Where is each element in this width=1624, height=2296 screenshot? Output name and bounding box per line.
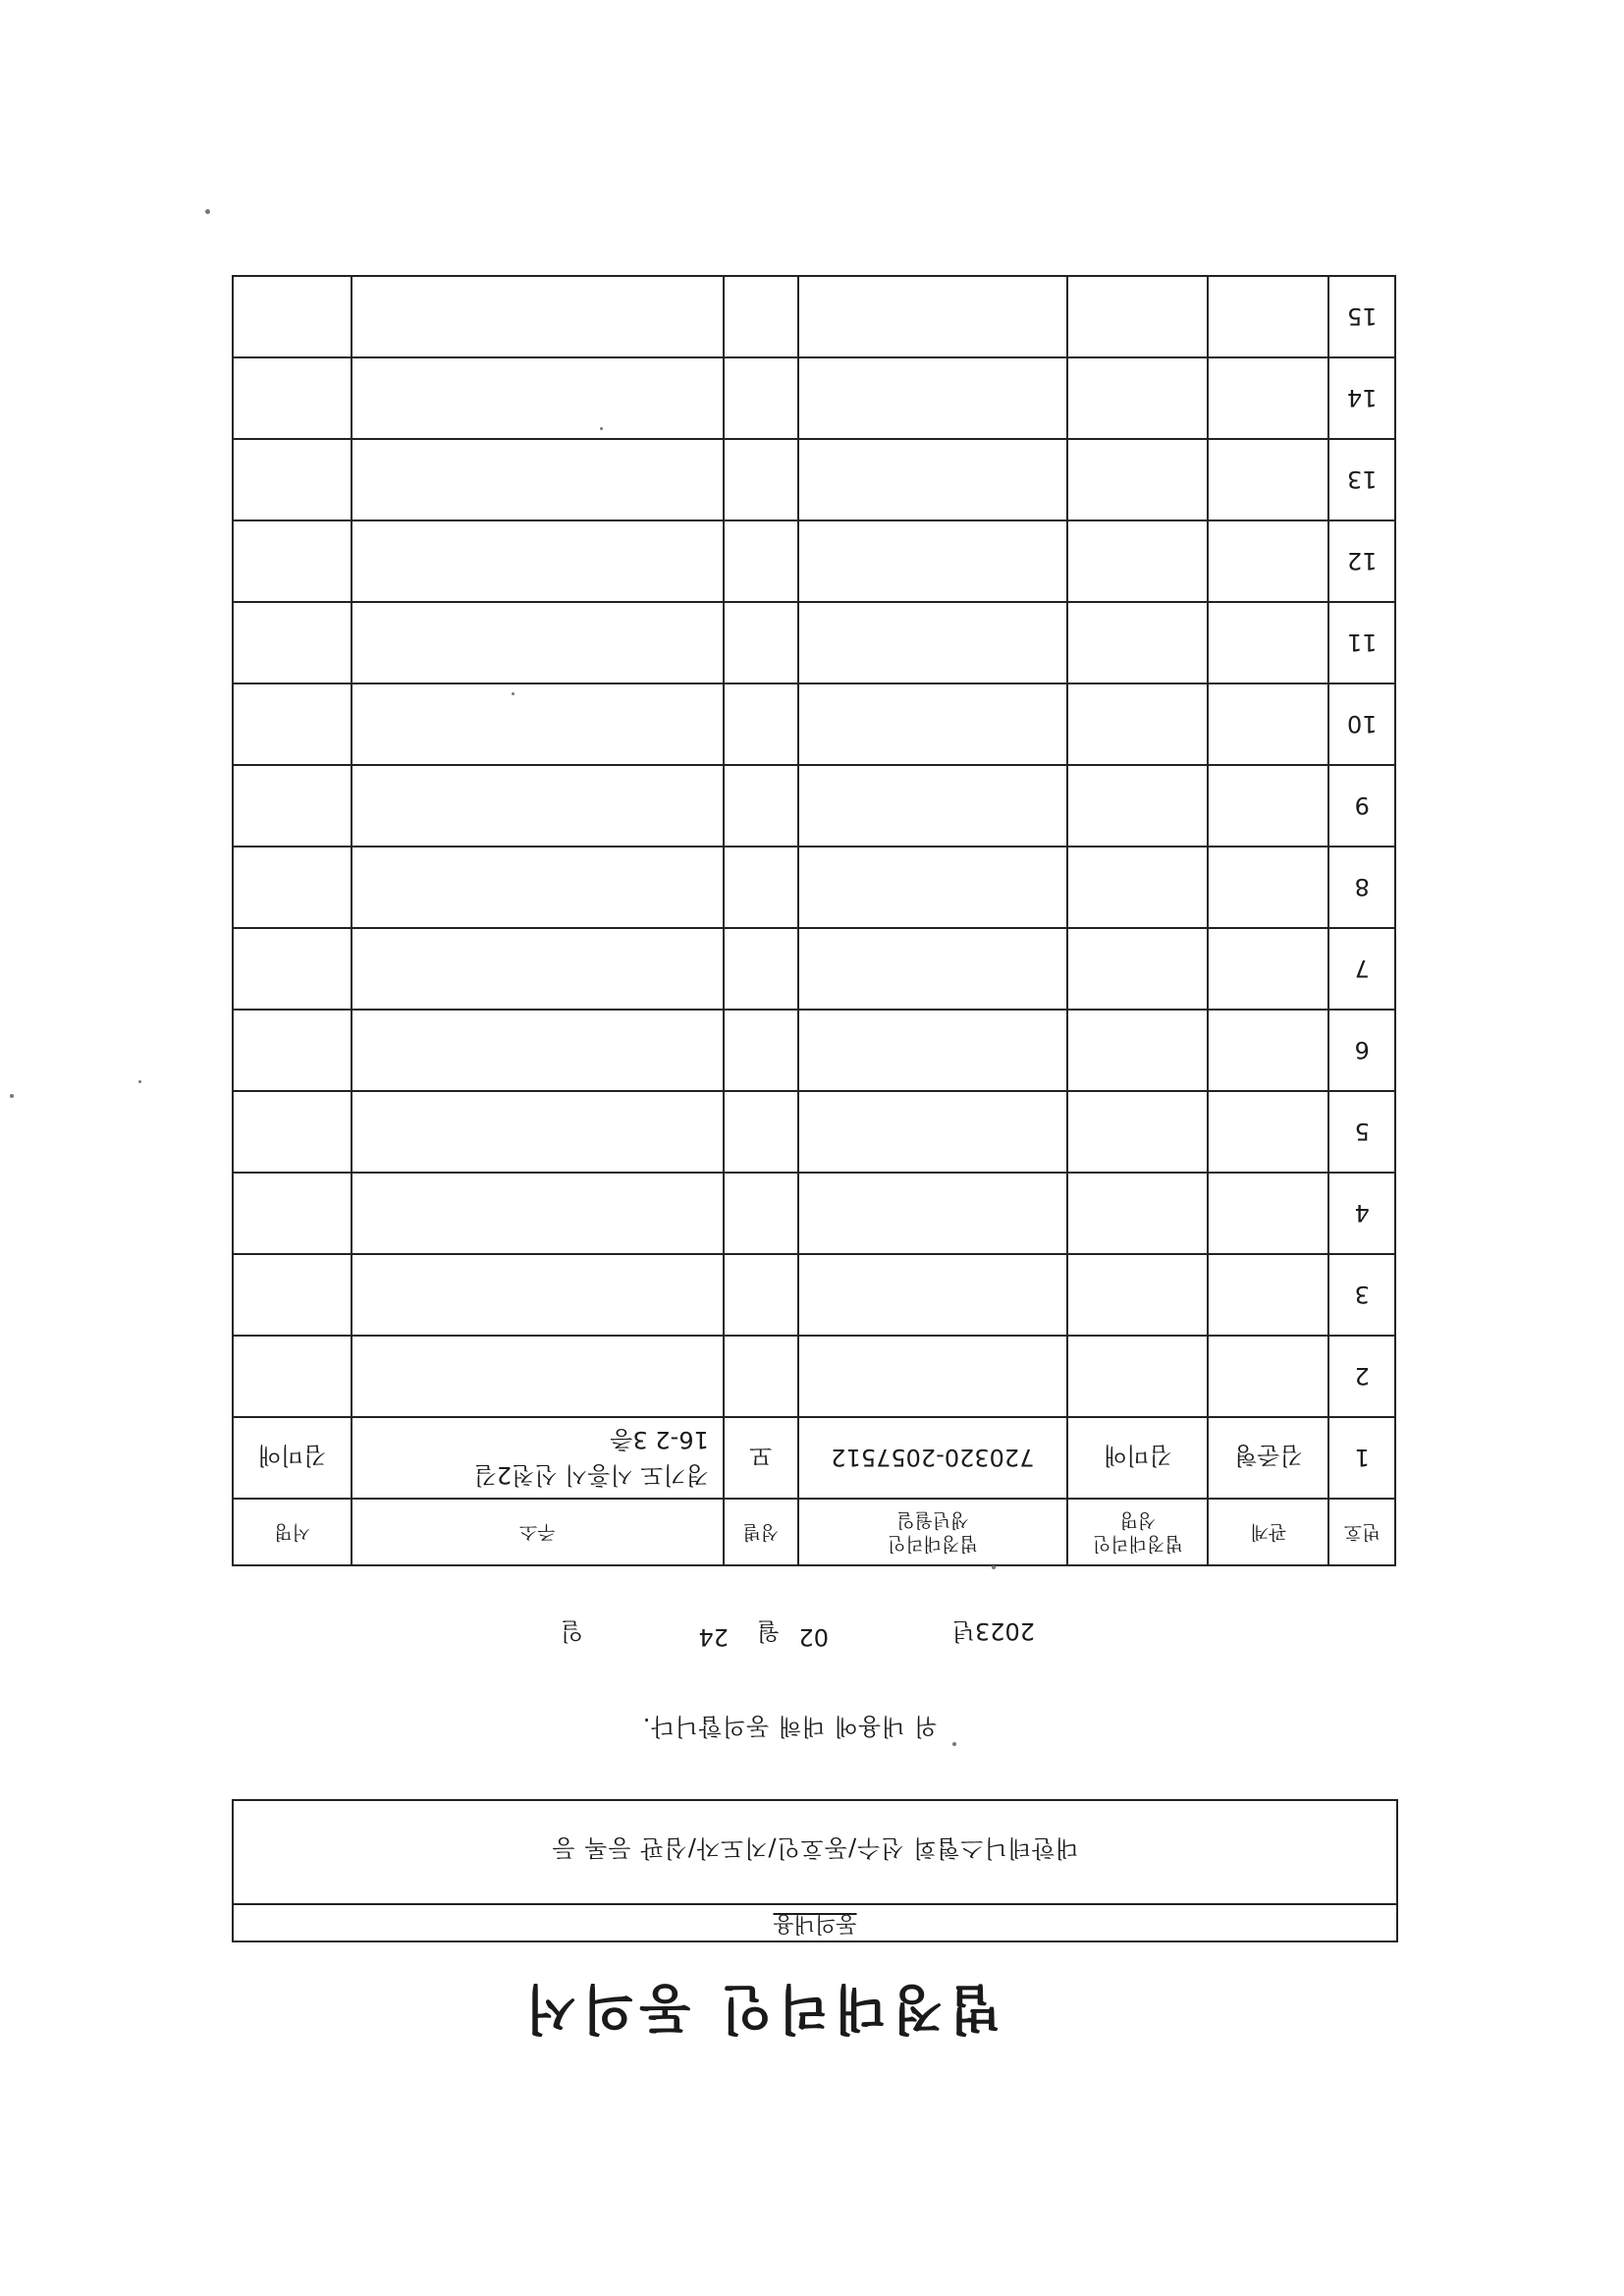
cell-name: [1067, 439, 1208, 520]
header-guardian-rrn: [798, 1499, 1067, 1565]
cell-role: [1209, 683, 1329, 765]
cell-rrn: [798, 683, 1067, 765]
cell-rrn: [798, 602, 1067, 683]
header-signature: 서명: [233, 1499, 352, 1565]
table-row: [233, 357, 1395, 439]
cell-no: 15: [1328, 276, 1395, 357]
cell-address: [352, 928, 724, 1010]
header-no: 번호: [1328, 1499, 1395, 1565]
cell-rrn: [798, 439, 1067, 520]
date-day-value: 24: [698, 1623, 729, 1651]
date-month-unit: 월: [756, 1617, 780, 1645]
header-guardian-name-top: 법정대리인: [1092, 1533, 1183, 1555]
table-row: [233, 683, 1395, 765]
cell-address: [352, 1010, 724, 1091]
cell-no: 14: [1328, 357, 1395, 439]
cell-no: 11: [1328, 602, 1395, 683]
cell-address: [352, 1336, 724, 1417]
cell-name: [1067, 1173, 1208, 1254]
cell-name: [1067, 1010, 1208, 1091]
cell-role: [1209, 1010, 1329, 1091]
cell-sex: [724, 1254, 798, 1336]
cell-name: [1067, 1254, 1208, 1336]
cell-sex: [724, 602, 798, 683]
consent-statement: 위 내용에 대해 동의합니다.: [641, 1713, 938, 1740]
cell-address: [352, 847, 724, 928]
cell-sex: 모: [724, 1417, 798, 1499]
cell-name: [1067, 928, 1208, 1010]
cell-role: [1209, 1091, 1329, 1173]
cell-address: [352, 276, 724, 357]
cell-sex: [724, 683, 798, 765]
address-line2: 16-2 3층: [610, 1426, 709, 1454]
cell-role: [1209, 847, 1329, 928]
address-line1: 경기도 시흥시 신천2길: [473, 1461, 709, 1490]
cell-rrn: [798, 1254, 1067, 1336]
cell-sex: [724, 520, 798, 602]
cell-address: [352, 439, 724, 520]
cell-role: 김준형: [1209, 1417, 1329, 1499]
cell-signature: [233, 1254, 352, 1336]
cell-no: 1: [1328, 1417, 1395, 1499]
cell-name: [1067, 847, 1208, 928]
cell-sex: [724, 1336, 798, 1417]
header-guardian-rrn-bottom: 생년월일: [896, 1509, 969, 1531]
cell-role: [1209, 928, 1329, 1010]
table-row: [233, 439, 1395, 520]
cell-name: [1067, 520, 1208, 602]
cell-name: [1067, 1091, 1208, 1173]
table-row: [233, 1091, 1395, 1173]
table-row: [233, 847, 1395, 928]
table-row: [233, 1010, 1395, 1091]
cell-address: [352, 1091, 724, 1173]
cell-role: [1209, 765, 1329, 847]
cell-name: [1067, 1336, 1208, 1417]
cell-signature: [233, 357, 352, 439]
cell-signature: [233, 1010, 352, 1091]
cell-no: 13: [1328, 439, 1395, 520]
cell-no: 3: [1328, 1254, 1395, 1336]
cell-name: [1067, 765, 1208, 847]
agreement-text: 대한테니스협회 선수/동호인/지도자/심판 등록 등: [551, 1834, 1079, 1863]
table-row: [233, 1254, 1395, 1336]
date-month-value: 02: [798, 1623, 829, 1651]
cell-signature: [233, 1336, 352, 1417]
cell-role: [1209, 1254, 1329, 1336]
header-guardian-rrn-top: 법정대리인: [887, 1533, 978, 1555]
document-title: 법정대리인 동의서: [518, 1978, 1001, 2040]
cell-no: 6: [1328, 1010, 1395, 1091]
cell-sex: [724, 928, 798, 1010]
table-row: [233, 602, 1395, 683]
guardian-table: [232, 275, 1396, 1566]
cell-role: [1209, 276, 1329, 357]
cell-no: 10: [1328, 683, 1395, 765]
cell-name: [1067, 357, 1208, 439]
table-header-row: [233, 1499, 1395, 1565]
date-day-unit: 일: [560, 1617, 583, 1645]
cell-no: 12: [1328, 520, 1395, 602]
cell-address: [352, 357, 724, 439]
cell-sex: [724, 765, 798, 847]
cell-sex: [724, 1010, 798, 1091]
cell-signature: [233, 928, 352, 1010]
agreement-box: [232, 1799, 1398, 1942]
cell-sex: [724, 357, 798, 439]
table-row: [233, 765, 1395, 847]
cell-address: [352, 1173, 724, 1254]
table-row: [233, 928, 1395, 1010]
table-row: [233, 1336, 1395, 1417]
cell-rrn: [798, 357, 1067, 439]
date-line: [524, 1612, 1074, 1651]
cell-rrn: [798, 1173, 1067, 1254]
cell-address: [352, 602, 724, 683]
cell-no: 8: [1328, 847, 1395, 928]
cell-rrn: [798, 276, 1067, 357]
cell-sex: [724, 1091, 798, 1173]
cell-name: [1067, 276, 1208, 357]
header-sex: 성별: [724, 1499, 798, 1565]
cell-sex: [724, 439, 798, 520]
cell-no: 4: [1328, 1173, 1395, 1254]
cell-role: [1209, 520, 1329, 602]
date-year: 2023년: [951, 1617, 1035, 1645]
table-row: [233, 1173, 1395, 1254]
header-guardian-name: [1067, 1499, 1208, 1565]
cell-role: [1209, 439, 1329, 520]
header-guardian-name-bottom: 성명: [1119, 1509, 1157, 1531]
header-address: 주소: [352, 1499, 724, 1565]
cell-role: [1209, 1336, 1329, 1417]
cell-signature: [233, 439, 352, 520]
cell-signature: [233, 1091, 352, 1173]
table-row: [233, 1417, 1395, 1499]
cell-signature: [233, 683, 352, 765]
header-role: 관계: [1209, 1499, 1329, 1565]
cell-signature: 김미애: [233, 1417, 352, 1499]
cell-rrn: [798, 847, 1067, 928]
table-row: [233, 276, 1395, 357]
cell-signature: [233, 602, 352, 683]
cell-name: [1067, 602, 1208, 683]
cell-name: 김미애: [1067, 1417, 1208, 1499]
cell-no: 5: [1328, 1091, 1395, 1173]
cell-signature: [233, 276, 352, 357]
agreement-header: 동의내용: [234, 1903, 1396, 1941]
cell-sex: [724, 847, 798, 928]
table-row: [233, 520, 1395, 602]
cell-role: [1209, 1173, 1329, 1254]
cell-rrn: [798, 765, 1067, 847]
cell-rrn: 720320-2057512: [798, 1417, 1067, 1499]
cell-rrn: [798, 520, 1067, 602]
cell-signature: [233, 847, 352, 928]
cell-address: [352, 765, 724, 847]
cell-role: [1209, 357, 1329, 439]
cell-rrn: [798, 928, 1067, 1010]
cell-sex: [724, 276, 798, 357]
cell-signature: [233, 765, 352, 847]
cell-address: [352, 1417, 724, 1499]
cell-address: [352, 683, 724, 765]
cell-address: [352, 1254, 724, 1336]
cell-rrn: [798, 1336, 1067, 1417]
cell-no: 9: [1328, 765, 1395, 847]
cell-no: 7: [1328, 928, 1395, 1010]
cell-name: [1067, 683, 1208, 765]
cell-rrn: [798, 1010, 1067, 1091]
cell-role: [1209, 602, 1329, 683]
cell-signature: [233, 520, 352, 602]
cell-address: [352, 520, 724, 602]
cell-no: 2: [1328, 1336, 1395, 1417]
cell-rrn: [798, 1091, 1067, 1173]
cell-signature: [233, 1173, 352, 1254]
cell-sex: [724, 1173, 798, 1254]
